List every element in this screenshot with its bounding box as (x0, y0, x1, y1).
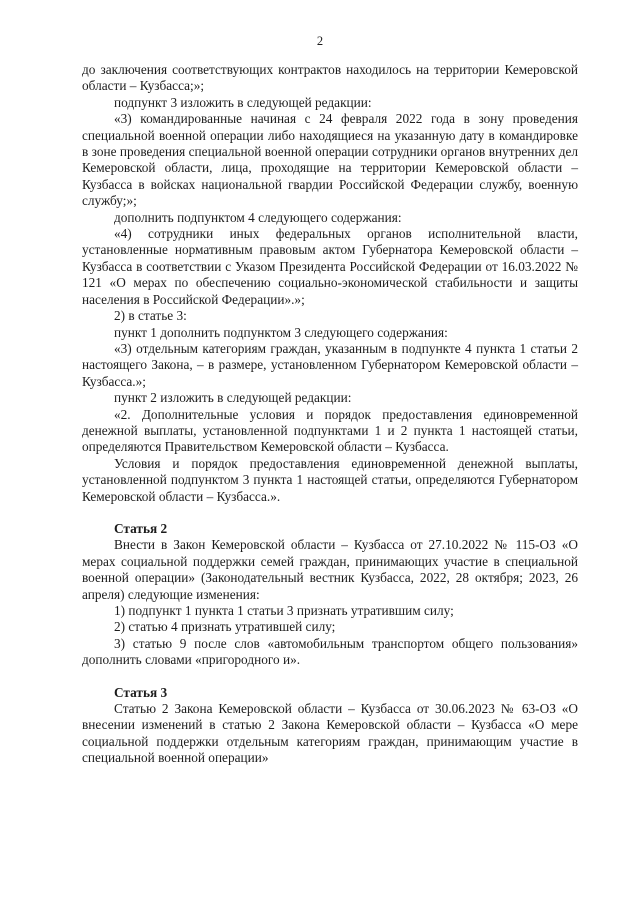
paragraph: «4) сотрудники иных федеральных органов исполнительной власти, установленные нормативным правовым актом Губернатора Кемеровской области – Кузбасса в соответствии с Указом Президента Российской Федерации от 16.03.2022 № 121 «О мерах по обеспечению социально-экономической стабильности и защиты населения в Российской Федерации».»; (82, 226, 578, 307)
paragraph: пункт 1 дополнить подпунктом 3 следующего содержания: (114, 324, 448, 340)
paragraph: Внести в Закон Кемеровской области – Кузбасса от 27.10.2022 № 115-ОЗ «О мерах социальной поддержки семей граждан, принимающих участие в специальной военной операции» (Законодательный вестник Кузбасса, 2022, 28 октября; 2023, 26 апреля) следующие изменения: (82, 537, 578, 602)
paragraph: 1) подпункт 1 пункта 1 статьи 3 признать утратившим силу; (114, 603, 454, 618)
paragraph: Условия и порядок предоставления единовременной денежной выплаты, установленной подпунктом 3 пункта 1 настоящей статьи, определяются Губернатором Кемеровской области – Кузбасса.». (82, 455, 578, 504)
paragraph: «2. Дополнительные условия и порядок предоставления единовременной денежной выплаты, установленной подпунктами 1 и 2 пункта 1 настоящей статьи, определяются Правительством Кемеровской области – Кузбасса. (82, 406, 578, 455)
page-number: 2 (316, 34, 324, 48)
article-3-heading: Статья 3 (114, 684, 168, 700)
paragraph: 2) в статье 3: (114, 308, 187, 324)
paragraph: подпункт 3 изложить в следующей редакции: (114, 94, 372, 110)
paragraph: пункт 2 изложить в следующей редакции: (114, 390, 352, 406)
paragraph: до заключения соответствующих контрактов находилось на территории Кемеровской области – Кузбасса;»; (82, 62, 578, 94)
paragraph: «3) командированные начиная с 24 февраля 2022 года в зону проведения специальной военной операции либо находящиеся на указанную дату в командировке в зоне проведения специальной военной операции сотрудники органов внутренних дел Кемеровской области, лица, проходящие на территории Кемеровской области – Кузбасса в войсках национальной гвардии Российской Федерации службу, военную службу;»; (82, 111, 578, 209)
paragraph: Статью 2 Закона Кемеровской области – Кузбасса от 30.06.2023 № 63-ОЗ «О внесении изменений в статью 2 Закона Кемеровской области – Кузбасса «О мере социальной поддержки отдельным категориям граждан, принимающим участие в специальной военной операции» (82, 701, 578, 766)
paragraph: «3) отдельным категориям граждан, указанным в подпункте 4 пункта 1 статьи 2 настоящего Закона, – в размере, установленном Губернатором Кемеровской области – Кузбасса.»; (82, 340, 578, 389)
paragraph: 2) статью 4 признать утратившей силу; (114, 619, 336, 635)
paragraph: дополнить подпунктом 4 следующего содержания: (114, 209, 402, 225)
article-2-heading: Статья 2 (114, 520, 168, 536)
document-body (82, 62, 578, 767)
paragraph: 3) статью 9 после слов «автомобильным транспортом общего пользования» дополнить словами «пригородного и». (82, 635, 578, 668)
